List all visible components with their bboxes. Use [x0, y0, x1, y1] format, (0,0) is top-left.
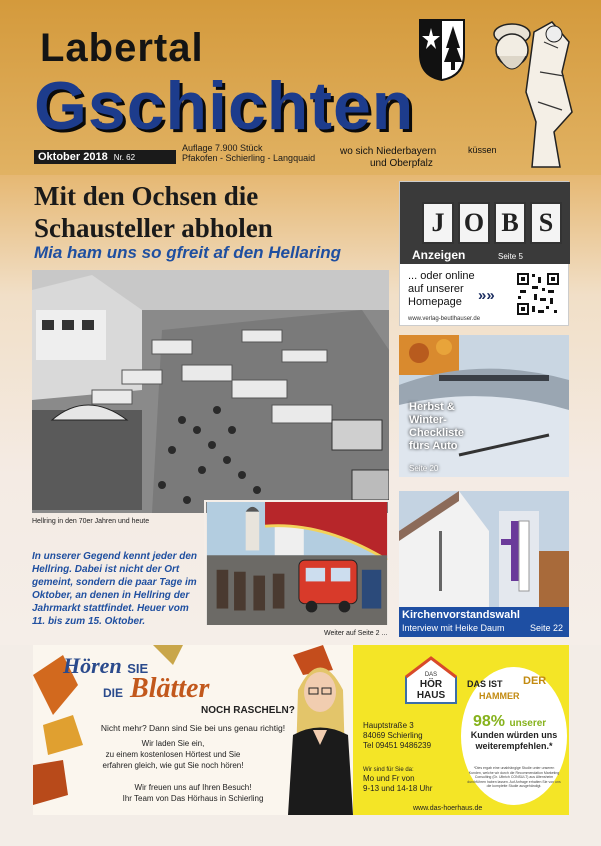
- jobs-online-line-3: Homepage: [408, 296, 462, 308]
- coat-of-arms-icon: [418, 18, 466, 82]
- circulation: Auflage 7.900 Stück: [182, 143, 263, 153]
- badge-fine-print: *Dies ergab eine unabhängige Studie unter unseren Kunden, welche wir durch die Recommendation Marketing Consulting (Dr. Ulbrich CONSULT) aus Altensheim durchführen haben lassen. Auf Anfrage erhalten Sie von uns die komplette Studie ausgehändigt.: [467, 766, 561, 788]
- tagline: [340, 145, 497, 170]
- autumn-line-1: Herbst &: [409, 401, 455, 413]
- ad-city: 84069 Schierling: [363, 731, 423, 740]
- badge-hammer: HAMMER: [479, 691, 520, 701]
- photo-caption: Hellring in den 70er Jahren und heute: [32, 518, 150, 525]
- ad-closing-line-2: Ihr Team von Das Hörhaus in Schierling: [122, 794, 264, 803]
- jobs-teaser[interactable]: [399, 181, 569, 326]
- ad-headline-rascheln: NOCH RASCHELN?: [201, 705, 295, 716]
- autumn-checklist-teaser[interactable]: [399, 335, 569, 477]
- autumn-line-4: fürs Auto: [409, 440, 458, 452]
- badge-text-line-2: weiterempfehlen.*: [475, 741, 553, 751]
- carved-figure-illustration: [474, 12, 579, 170]
- jobs-url[interactable]: www.verlag-beutlhauser.de: [408, 316, 481, 322]
- church-subtitle: Interview mit Heike Daum: [402, 623, 505, 633]
- church-page: Seite 22: [530, 623, 564, 633]
- issue-date-bar: [34, 150, 176, 164]
- badge-das-ist: DAS IST: [467, 679, 503, 689]
- badge-percent-word: unserer: [509, 718, 547, 729]
- badge-der: DER: [523, 675, 547, 687]
- lead-headline-line-1: Mit den Ochsen die: [34, 181, 259, 211]
- ad-open-days: Mo und Fr von: [363, 774, 415, 783]
- issue-number: Nr. 62: [113, 153, 136, 162]
- hoerhaus-logo-icon: [401, 655, 461, 705]
- autumn-line-3: Checkliste: [409, 427, 465, 439]
- arrow-icon: »»: [478, 287, 495, 304]
- ad-left-panel: [33, 645, 353, 815]
- tagline-line-2: und Oberpfalz: [370, 158, 433, 169]
- logo-text-hoer: HÖR: [419, 679, 443, 690]
- tagline-line-3: küssen: [468, 145, 497, 155]
- church-caption-bar: [399, 607, 569, 637]
- ad-sie-word: SIE: [127, 661, 149, 676]
- ad-open-times: 9-13 und 14-18 Uhr: [363, 784, 433, 793]
- autumn-checklist-title: [409, 401, 464, 453]
- ad-hoeren-word: Hören: [63, 653, 122, 678]
- qr-code-icon[interactable]: [516, 272, 560, 316]
- lead-headline: [34, 180, 273, 244]
- tagline-line-1: wo sich Niederbayern: [340, 146, 437, 157]
- fair-current-photo: [204, 500, 390, 627]
- ad-invite-line-1: Wir laden Sie ein,: [141, 739, 205, 748]
- logo-text-das: DAS: [424, 672, 438, 678]
- ad-recommendation-badge: [461, 667, 567, 805]
- badge-text: [465, 730, 563, 752]
- jobs-online-text: [408, 270, 475, 309]
- jobs-online-line-2: auf unserer: [408, 283, 464, 295]
- ad-question: Nicht mehr? Dann sind Sie bei uns genau richtig!: [100, 723, 286, 733]
- ad-woman-photo: [283, 650, 358, 815]
- ad-closing-line-1: Wir freuen uns auf Ihren Besuch!: [134, 783, 252, 792]
- ad-closing: [93, 782, 293, 804]
- ad-invite-line-3: erfahren gleich, wie gut Sie noch hören!: [102, 761, 244, 770]
- ad-invite-line-2: zu einem kostenlosen Hörtest und Sie: [105, 750, 241, 759]
- masthead-title: Gschichten: [34, 68, 415, 144]
- distribution-area: Pfakofen - Schierling - Langquaid: [182, 153, 316, 163]
- autumn-line-2: Winter-: [409, 414, 447, 426]
- lead-headline-line-2: Schausteller abholen: [34, 213, 273, 243]
- badge-percent: [473, 713, 546, 731]
- ad-url[interactable]: www.das-hoerhaus.de: [413, 805, 483, 812]
- jobs-page: Seite 5: [498, 252, 523, 261]
- jobs-tag-b: B: [494, 202, 526, 244]
- lead-subheadline: Mia ham uns so gfreit af den Hellaring: [34, 243, 341, 262]
- jobs-tag-j: J: [422, 202, 454, 244]
- ad-headline-blaetter: [103, 673, 209, 705]
- ad-right-panel: [353, 645, 569, 815]
- circulation-info: [182, 143, 315, 163]
- ad-die-word: DIE: [103, 686, 124, 700]
- church-title: Kirchenvorstandswahl: [402, 609, 520, 621]
- jobs-online-line-1: ... oder online: [408, 270, 475, 282]
- lead-intro: In unserer Gegend kennt jeder den Hellring. Dabei ist nicht der Ort gemeint, sondern die paar Tage im Oktober, an denen in Hellring der Jahrmarkt stattfindet. Heuer vom 11. bis zum 15. Oktober.: [32, 551, 198, 627]
- ad-invite: [73, 738, 273, 771]
- autumn-page: Seite 20: [409, 464, 439, 473]
- jobs-tag-s: S: [530, 202, 562, 244]
- jobs-tag-o: O: [458, 202, 490, 244]
- ad-phone[interactable]: Tel 09451 9486239: [363, 741, 432, 750]
- ad-blaetter-word: Blätter: [130, 673, 210, 704]
- issue-date: Oktober 2018: [38, 151, 108, 163]
- church-election-teaser[interactable]: [399, 491, 569, 637]
- fair-historic-photo: [32, 270, 389, 513]
- ad-address: [363, 721, 431, 751]
- jobs-label: Anzeigen: [412, 248, 466, 262]
- ad-open-label: Wir sind für Sie da:: [363, 767, 414, 773]
- ad-opening-hours: [363, 766, 432, 794]
- ad-street: Hauptstraße 3: [363, 721, 414, 730]
- logo-text-haus: HAUS: [416, 690, 446, 701]
- continued-link[interactable]: Weiter auf Seite 2 ...: [324, 630, 388, 637]
- badge-text-line-1: Kunden würden uns: [470, 730, 558, 740]
- masthead-title-small: Labertal: [40, 26, 204, 70]
- hoerhaus-advertisement[interactable]: [33, 645, 569, 815]
- badge-percent-value: 98%: [473, 713, 506, 730]
